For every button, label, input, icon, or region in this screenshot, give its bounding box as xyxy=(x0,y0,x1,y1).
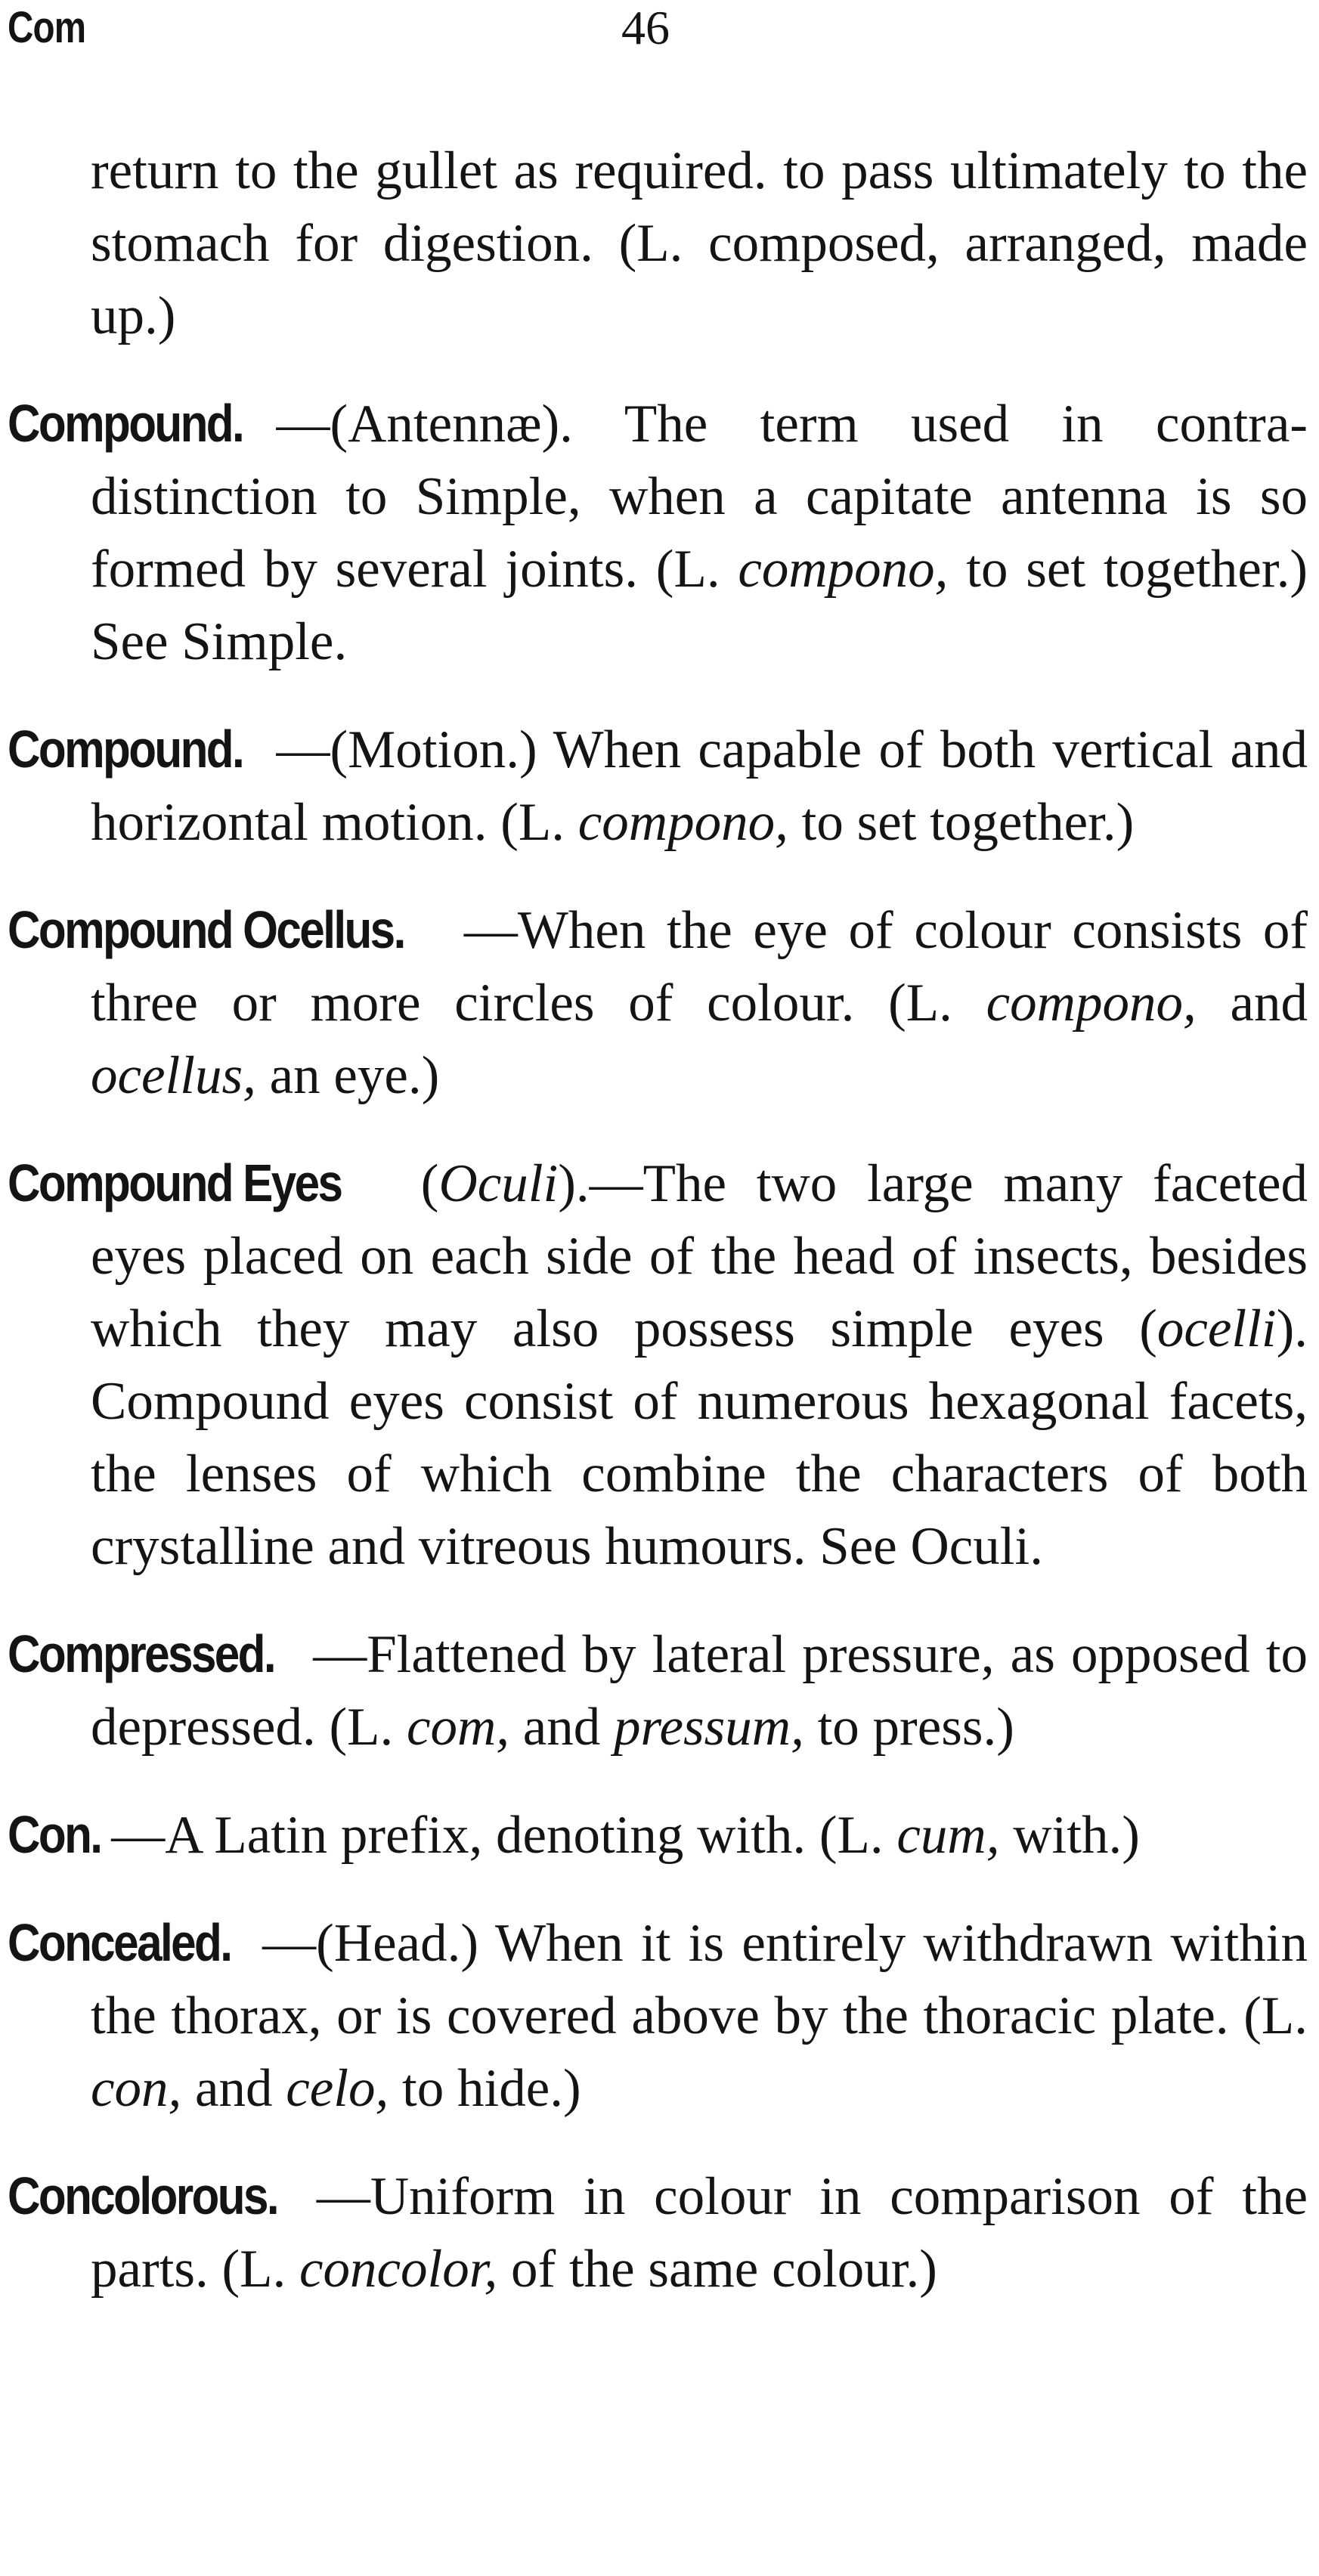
etymology-word: compono, xyxy=(577,793,788,852)
definition-text: —(Motion.) When capable of both vertical and horizontal motion. (L. xyxy=(91,720,1308,852)
latin-term: ocelli xyxy=(1156,1299,1277,1358)
definition-text: —(Head.) When it is entirely withdrawn within the thorax, or is covered above by the thoracic plate. (L. xyxy=(91,1914,1308,2045)
headword: Concealed. xyxy=(8,1913,231,1972)
entry-concolorous xyxy=(8,2160,1308,2305)
definition-text: —Uniform in colour in comparison of the parts. (L. xyxy=(91,2167,1308,2299)
entry-con xyxy=(8,1798,1308,1872)
running-head xyxy=(0,0,1319,68)
definition-text: ).—The two large many faceted eyes placed on each side of the head of insects, besides which they may also possess simple eyes ( xyxy=(91,1154,1308,1358)
entry-compound-ocellus xyxy=(8,893,1308,1112)
etymology-word: compono, xyxy=(738,540,949,599)
etymology-word: cum, xyxy=(896,1806,1000,1865)
etymology-word: compono, xyxy=(986,974,1197,1033)
definition-text: of the same colour.) xyxy=(497,2240,937,2299)
definition-text: and xyxy=(509,1698,615,1757)
entry-compound-motion xyxy=(8,713,1308,859)
definition-text: an eye.) xyxy=(255,1046,440,1105)
definition-text: and xyxy=(1196,974,1308,1033)
definition-text: —When the eye of colour consists of three or more circles of colour. (L. xyxy=(91,901,1308,1033)
headword: Con. xyxy=(8,1805,101,1864)
definition-text: to set together.) xyxy=(788,793,1135,852)
entry-compound-eyes xyxy=(8,1147,1308,1583)
definition-text: —(Antennæ). The term used in contradistinction to Simple, when a capitate antenna is so formed by several joints. (L. xyxy=(91,395,1308,599)
definition-text: to set together.) See Simple. xyxy=(91,540,1308,671)
continued-text: return to the gullet as required. to pass ultimately to the stomach for digestion. (L. composed, arranged, made up.) xyxy=(91,141,1308,345)
definition-text: to hide.) xyxy=(389,2059,581,2118)
latin-term: Oculi xyxy=(438,1154,559,1213)
headword: Compound. xyxy=(8,394,243,453)
continued-entry xyxy=(8,135,1308,352)
etymology-word: ocellus, xyxy=(91,1046,256,1105)
definition-text: —A Latin prefix, denoting with. (L. xyxy=(111,1806,897,1865)
headword: Compressed. xyxy=(8,1624,275,1683)
entry-concealed xyxy=(8,1906,1308,2125)
headword: Compound Eyes xyxy=(8,1153,342,1212)
headword: Compound. xyxy=(8,720,243,779)
etymology-word: com, xyxy=(406,1698,510,1757)
catchword: Com xyxy=(8,3,86,52)
entry-list xyxy=(8,135,1308,2340)
headword: Compound Ocellus. xyxy=(8,900,404,959)
definition-text: —Flattened by lateral pressure, as opposed to depressed. (L. xyxy=(91,1625,1308,1757)
headword: Concolorous. xyxy=(8,2166,277,2225)
etymology-word: celo, xyxy=(286,2059,389,2118)
etymology-word: con, xyxy=(91,2059,182,2118)
page-number: 46 xyxy=(621,1,670,54)
definition-text: and xyxy=(181,2059,286,2118)
definition-text: ). Compound eyes consist of numerous hexagonal facets, the lenses of which combine the characters of both crystalline and vitreous humours. See Oculi. xyxy=(91,1299,1308,1576)
definition-text: with.) xyxy=(999,1806,1140,1865)
entry-compressed xyxy=(8,1618,1308,1763)
definition-text: ( xyxy=(390,1154,439,1213)
etymology-word: concolor, xyxy=(299,2240,498,2299)
definition-text: to press.) xyxy=(803,1698,1014,1757)
etymology-word: pressum, xyxy=(614,1698,804,1757)
entry-compound-antennae xyxy=(8,387,1308,678)
